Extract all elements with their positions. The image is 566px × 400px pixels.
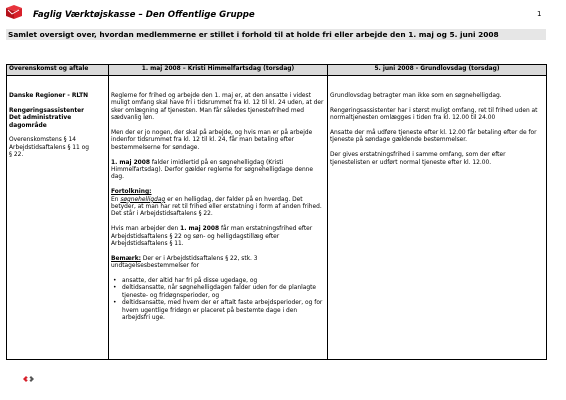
may-1-cell <box>109 76 328 360</box>
date-emphasis: 1. maj 2008 <box>180 226 220 233</box>
may-paragraph: Men der er jo nogen, der skal på arbejde, og hvis man er på arbejde indenfor tidsrummet fra kl. 12 til kl. 24, får man betaling efter bestemmelserne for søndage. <box>111 130 313 151</box>
organization-name: Danske Regioner - RLTN <box>9 93 89 99</box>
may-paragraph: Reglerne for frihed og arbejde den 1. maj er, at den ansatte i videst muligt omfang skal have fri i tidsrummet fra kl. 12 til kl. 24 uden, at der sker omlægning af tjenesten. Man får således tjenestefrihed med sædvanlig løn. <box>111 93 324 122</box>
may-paragraph <box>111 197 325 219</box>
interpretation-heading: Fortolkning: <box>111 189 152 196</box>
document-title: Faglig Værktøjskasse – Den Offentlige Gruppe <box>33 10 255 20</box>
paragraph-text: En <box>111 196 121 203</box>
paragraph-text: Der er i Arbejdstidsaftalens § 22, stk. 3 undtagelsesbestemmelser for <box>111 255 258 270</box>
june-paragraph: Der gives erstatningsfrihed i samme omfang, som der efter tjenestelisten er udført normal tjeneste efter kl. 12.00. <box>330 152 506 166</box>
exception-list <box>111 278 325 322</box>
list-item: • ansatte, der altid har fri på disse ugedage, og <box>122 278 325 285</box>
agreement-cell <box>7 76 109 360</box>
term-emphasis: søgnehelligdag <box>120 196 166 203</box>
june-paragraph: Grundlovsdag betragter man ikke som en søgnehelligdag. <box>330 93 502 99</box>
paragraph-text: er en helligdag, der falder på en hverdag. Det betyder, at man har ret til frihed eller erstatning i form af anden frihed. Det står i Arbejdstidsaftalens § 22. <box>111 196 322 218</box>
reference-line: Overenskomstens § 14 <box>9 137 76 144</box>
may-paragraph <box>111 256 325 271</box>
paragraph-text: falder imidlertid på en søgnehelligdag (Kristi Himmelfartsdag). Derfor gælder reglerne for søgnehelligdage denne dag. <box>111 159 314 181</box>
document-subtitle: Samlet oversigt over, hvordan medlemmerne er stillet i forhold til at holde fri eller arbejde den 1. maj og 5. juni 2008 <box>6 29 546 40</box>
list-item: • deltidsansatte, med hvem der er aftalt faste arbejdsperioder, og for hvem ugentlige fridøgn er placeret på bestemte dage i den arbejdsfri uge. <box>122 300 325 322</box>
reference-line: Arbejdstidsaftalens § 11 og <box>9 144 89 151</box>
role-line: Rengøringsassistenter <box>9 107 85 114</box>
reference-line: § 22. <box>9 152 24 159</box>
footer-logo-icon <box>22 374 34 384</box>
may-paragraph <box>111 226 325 248</box>
red-cube-logo-icon <box>6 5 22 19</box>
list-item: • deltidsansatte, når søgnehelligdagen falder uden for de planlagte tjeneste- og fridøgnsperioder, og <box>122 285 325 300</box>
header-agreement: Overenskomst og aftale <box>7 65 109 76</box>
june-5-cell <box>328 76 547 360</box>
table-header-row <box>7 65 547 76</box>
role-line: Det administrative <box>9 115 72 122</box>
june-paragraph: Ansatte der må udføre tjeneste efter kl. 12.00 får betaling efter de for tjeneste på søndage gældende bestemmelser. <box>330 130 537 144</box>
agreement-table <box>6 64 547 360</box>
date-emphasis: 1. maj 2008 <box>111 159 150 166</box>
table-row <box>7 76 547 360</box>
paragraph-text: Hvis man arbejder den <box>111 226 181 233</box>
header-june-5: 5. juni 2008 - Grundlovsdag (torsdag) <box>328 65 547 76</box>
role-line: dagområde <box>9 122 47 129</box>
june-paragraph: Rengøringsassistenter har i størst muligt omfang, ret til frihed uden at normaltjenesten omlægges i tiden fra kl. 12.00 til 24.00 <box>330 107 538 122</box>
note-heading: Bemærk: <box>111 255 141 262</box>
paragraph-text: får man erstatningsfrihed efter Arbejdstidsaftalens § 22 og søn- og helligdagstillæg efter Arbejdstidsaftalens § 11. <box>111 226 313 248</box>
header-may-1: 1. maj 2008 – Kristi Himmelfartsdag (torsdag) <box>109 65 328 76</box>
page-number: 1 <box>537 10 542 18</box>
may-paragraph <box>111 160 325 182</box>
